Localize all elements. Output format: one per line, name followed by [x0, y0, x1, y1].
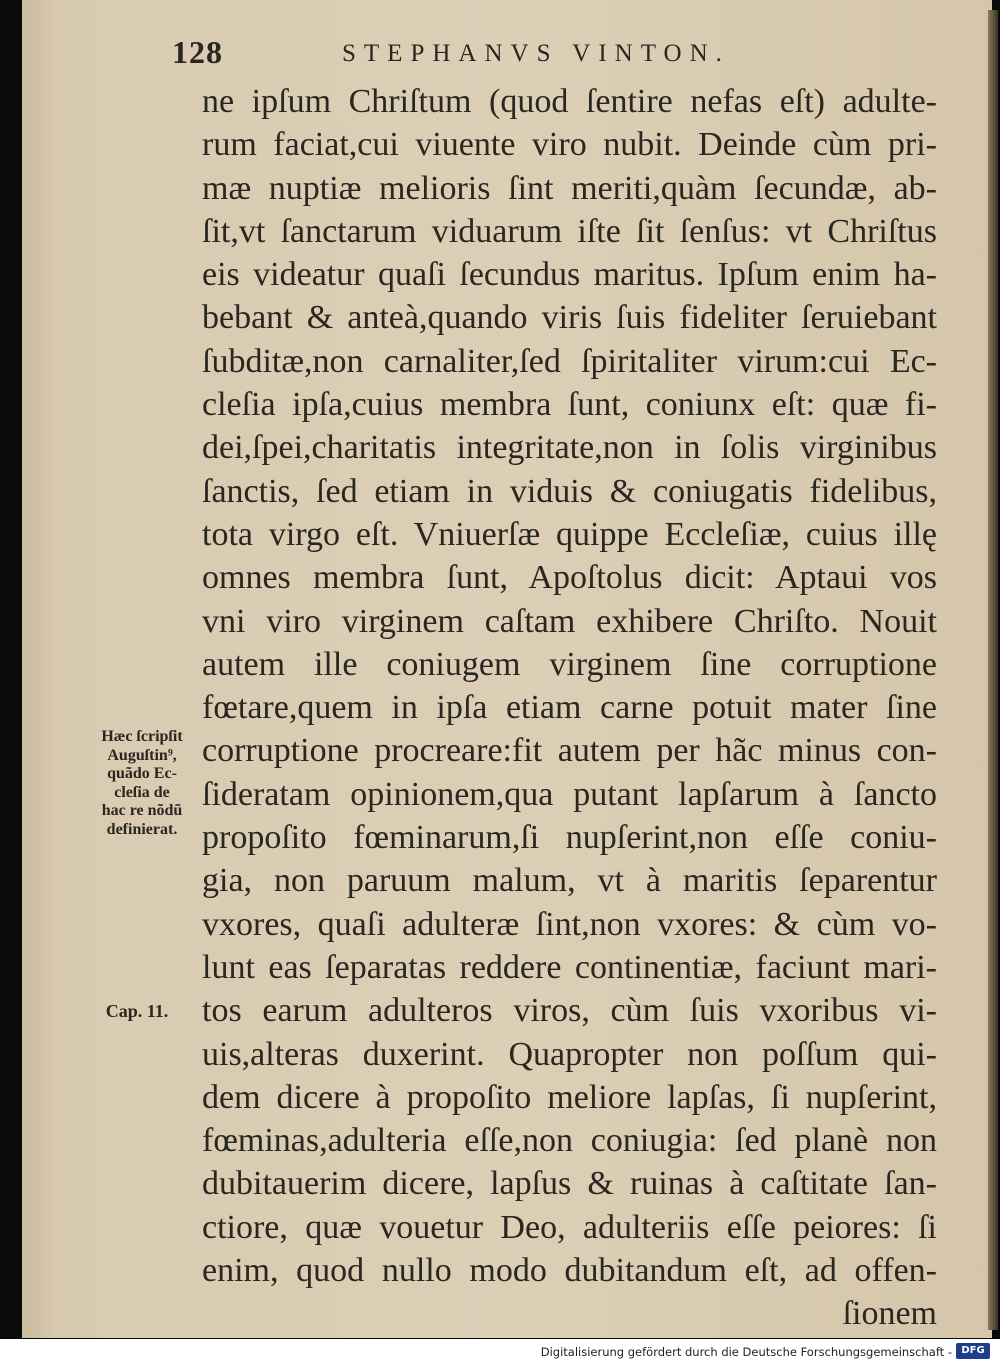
- text-line: propoſito fœminarum,ſi nupſerint,non eſſe coniu-: [202, 819, 937, 857]
- marginal-line: quãdo Ec-: [107, 765, 177, 782]
- text-line: vxores, quaſi adulteræ ſint,non vxores: & cùm vo-: [202, 905, 937, 943]
- text-line: autem ille coniugem virginem ſine corruptione: [202, 645, 937, 683]
- marginal-note-augustine: [82, 728, 202, 839]
- dfg-logo: DFG: [956, 1343, 990, 1359]
- text-line: fœtare,quem in ipſa etiam carne potuit mater ſine: [202, 689, 937, 727]
- text-line: lunt eas ſeparatas reddere continentiæ, faciunt mari-: [202, 948, 937, 986]
- footer-credit: Digitalisierung gefördert durch die Deutsche Forschungsgemeinschaft -: [540, 1345, 952, 1359]
- text-line: dem dicere à propoſito meliore lapſas, ſi nupſerint,: [202, 1078, 937, 1116]
- marginal-line: Hæc ſcripſit: [101, 728, 183, 745]
- text-line: mæ nuptiæ melioris ſint meriti,quàm ſecundæ, ab-: [202, 169, 937, 207]
- page-header: [172, 34, 992, 74]
- text-line: enim, quod nullo modo dubitandum eſt, ad offen-: [202, 1252, 937, 1290]
- text-line: ſit,vt ſanctarum viduarum iſte ſit ſenſus: vt Chriſtus: [202, 212, 937, 250]
- marginal-line: Cap. 11.: [105, 1001, 169, 1021]
- marginal-note-chapter: [92, 1002, 182, 1021]
- text-line: cleſia ipſa,cuius membra ſunt, coniunx eſt: quæ fi-: [202, 386, 937, 424]
- page-number: 128: [172, 34, 223, 70]
- text-line: dei,ſpei,charitatis integritate,non in ſolis virginibus: [202, 429, 937, 467]
- text-line: rum faciat,cui viuente viro nubit. Deinde cùm pri-: [202, 126, 937, 164]
- text-line: tos earum adulteros viros, cùm ſuis vxoribus vi-: [202, 992, 937, 1030]
- text-line: fœminas,adulteria eſſe,non coniugia: ſed planè non: [202, 1122, 937, 1160]
- marginal-line: hac re nõdũ: [101, 802, 183, 819]
- text-line: omnes membra ſunt, Apoſtolus dicit: Aptaui vos: [202, 559, 937, 597]
- body-text: [202, 80, 937, 1336]
- text-line: bebant & anteà,quando viris ſuis fideliter ſeruiebant: [202, 299, 937, 337]
- page-edge: [988, 10, 998, 1330]
- text-line: ſubditæ,non carnaliter,ſed ſpiritaliter virum:cui Ec-: [202, 342, 937, 380]
- text-line: ne ipſum Chriſtum (quod ſentire nefas eſt) adulte-: [202, 83, 937, 120]
- text-line: vni viro virginem caſtam exhibere Chriſto. Nouit: [202, 602, 937, 640]
- running-head: STEPHANVS VINTON.: [342, 40, 730, 67]
- text-line: ſideratam opinionem,qua putant lapſarum à ſancto: [202, 775, 937, 813]
- marginal-line: definierat.: [106, 820, 178, 838]
- text-line: eis videatur quaſi ſecundus maritus. Ipſum enim ha-: [202, 256, 937, 294]
- text-line: uis,alteras duxerint. Quapropter non poſſum qui-: [202, 1035, 937, 1073]
- marginal-line: Auguſtin⁹,: [107, 746, 177, 764]
- digitization-footer: [0, 1339, 1000, 1363]
- catchword: ſionem: [842, 1295, 937, 1333]
- marginal-line: cleſia de: [114, 783, 170, 801]
- text-line: tota virgo eſt. Vniuerſæ quippe Eccleſiæ, cuius illę: [202, 515, 937, 553]
- book-page: [22, 0, 992, 1338]
- text-line: corruptione procreare:fit autem per hãc minus con-: [202, 732, 937, 770]
- text-line: dubitauerim dicere, lapſus & ruinas à caſtitate ſan-: [202, 1165, 937, 1203]
- text-line: gia, non paruum malum, vt à maritis ſeparentur: [202, 862, 937, 900]
- text-line: ſanctis, ſed etiam in viduis & coniugatis fidelibus,: [202, 472, 937, 510]
- text-line: ctiore, quæ vouetur Deo, adulteriis eſſe peiores: ſi: [202, 1208, 937, 1246]
